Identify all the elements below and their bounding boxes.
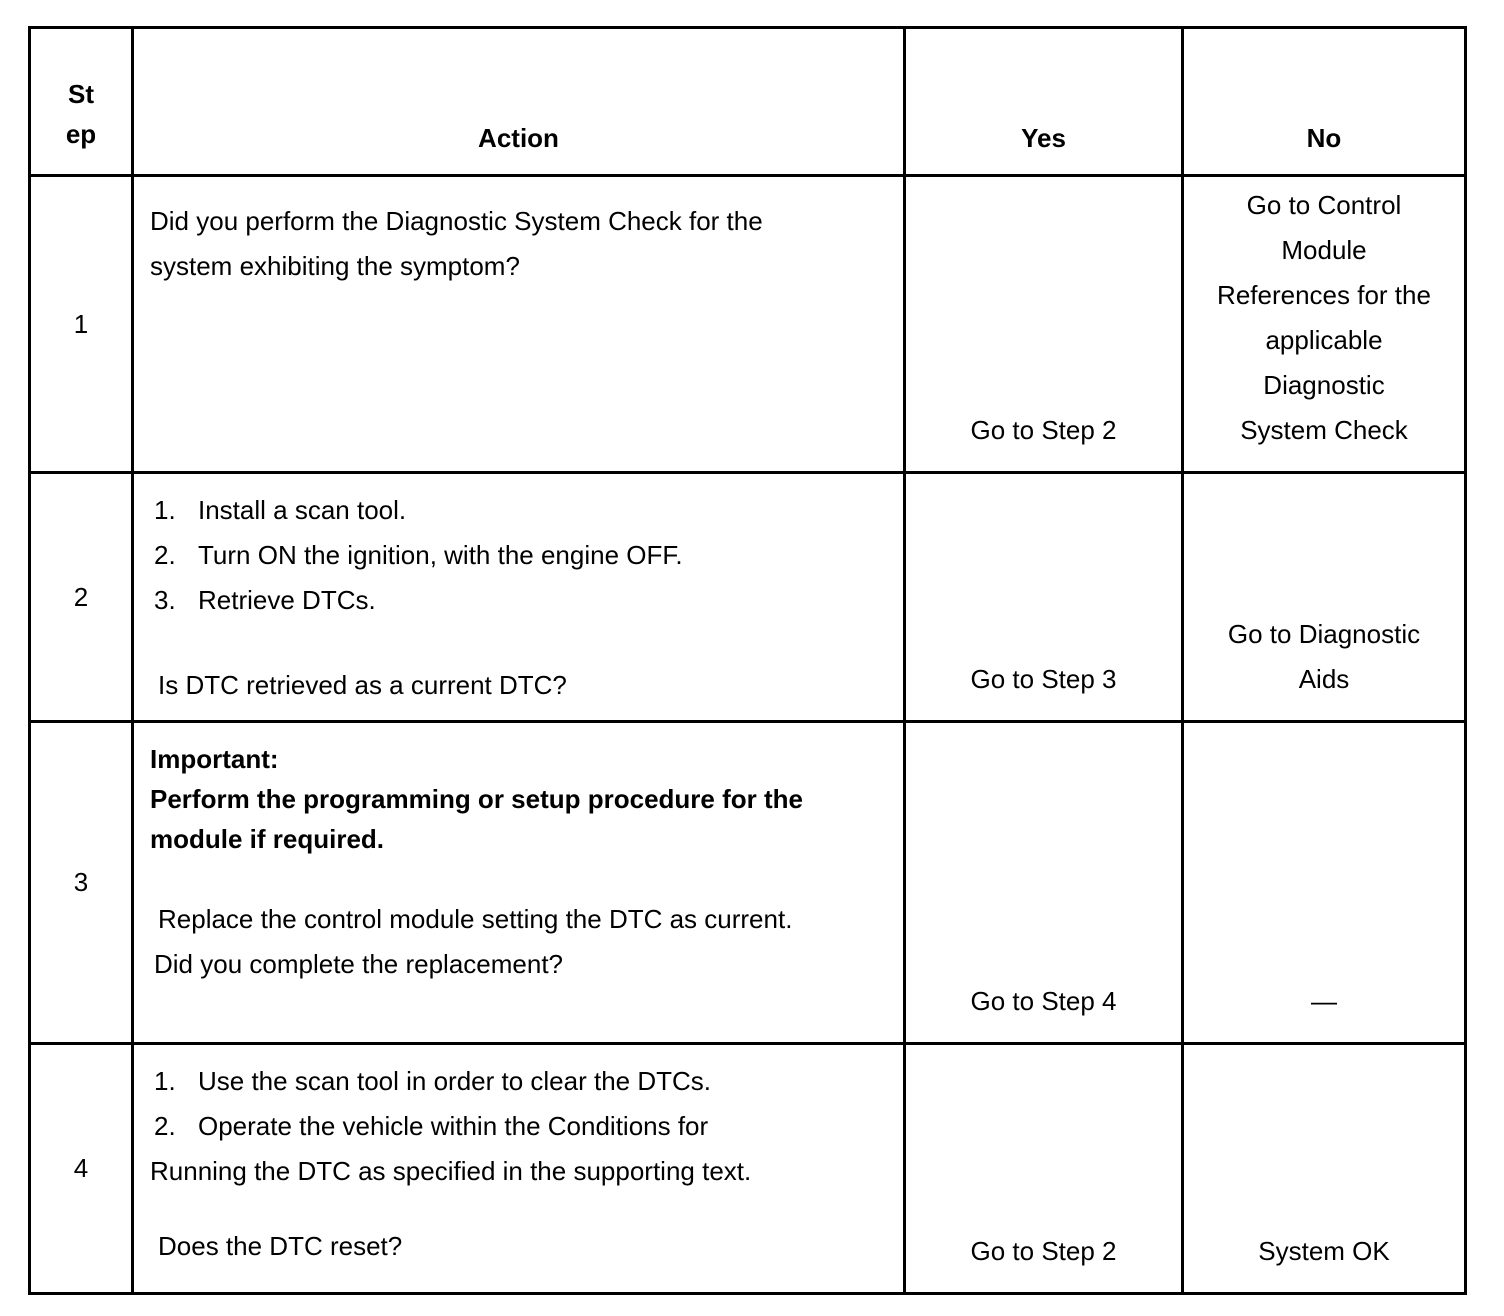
list-item <box>154 1059 887 1104</box>
no-line: Go to Control <box>1246 190 1402 220</box>
list-item <box>154 533 887 578</box>
step-number: 2 <box>30 473 133 722</box>
no-line: applicable <box>1265 325 1383 355</box>
list-item <box>154 488 887 533</box>
question: Is DTC retrieved as a current DTC? <box>158 670 567 700</box>
list-number: 1. <box>154 495 176 525</box>
step-number: 4 <box>30 1044 133 1294</box>
list-item <box>154 1104 887 1149</box>
list-text: Turn ON the ignition, with the engine OFF. <box>198 540 683 570</box>
step-number: 1 <box>30 176 133 473</box>
list-number: 2. <box>154 1111 176 1141</box>
yes-cell: Go to Step 4 <box>905 722 1183 1044</box>
no-line: Module <box>1281 235 1367 265</box>
list-number: 3. <box>154 585 176 615</box>
yes-cell: Go to Step 3 <box>905 473 1183 722</box>
important-text: module if required. <box>150 824 385 854</box>
header-step-line1: St <box>68 79 94 109</box>
no-line: System Check <box>1240 415 1408 445</box>
list-text: Use the scan tool in order to clear the DTCs. <box>198 1066 712 1096</box>
list-number: 1. <box>154 1066 176 1096</box>
step-number: 3 <box>30 722 133 1044</box>
header-no: No <box>1183 28 1466 176</box>
diagnostic-table <box>28 26 1467 1295</box>
list-number: 2. <box>154 540 176 570</box>
yes-cell: Go to Step 2 <box>905 1044 1183 1294</box>
action-cell <box>133 473 905 722</box>
important-text: Perform the programming or setup procedure for the <box>150 784 803 814</box>
question: Does the DTC reset? <box>158 1231 403 1261</box>
no-line: Go to Diagnostic <box>1227 619 1421 649</box>
no-line: Diagnostic <box>1263 370 1385 400</box>
table-row <box>30 473 1466 722</box>
table-row <box>30 722 1466 1044</box>
yes-cell: Go to Step 2 <box>905 176 1183 473</box>
header-step <box>30 28 133 176</box>
continuation-line: Running the DTC as specified in the supporting text. <box>150 1156 752 1186</box>
action-line: Replace the control module setting the DTC as current. <box>158 904 793 934</box>
action-line: Did you perform the Diagnostic System Check for the <box>150 206 763 236</box>
action-line: Did you complete the replacement? <box>154 949 564 979</box>
action-cell <box>133 176 905 473</box>
list-text: Retrieve DTCs. <box>198 585 376 615</box>
list-item <box>154 578 887 623</box>
header-row <box>30 28 1466 176</box>
list-text: Operate the vehicle within the Conditions for <box>198 1111 709 1141</box>
action-line: system exhibiting the symptom? <box>150 251 520 281</box>
no-cell: — <box>1183 722 1466 1044</box>
table-row <box>30 176 1466 473</box>
no-cell <box>1183 176 1466 473</box>
action-cell <box>133 722 905 1044</box>
action-cell <box>133 1044 905 1294</box>
list-text: Install a scan tool. <box>198 495 407 525</box>
header-yes: Yes <box>905 28 1183 176</box>
no-cell: System OK <box>1183 1044 1466 1294</box>
table-row <box>30 1044 1466 1294</box>
header-step-line2: ep <box>65 119 97 149</box>
no-line: References for the <box>1217 280 1431 310</box>
important-label: Important: <box>150 744 279 774</box>
no-line: Aids <box>1298 664 1350 694</box>
header-action: Action <box>133 28 905 176</box>
no-cell <box>1183 473 1466 722</box>
